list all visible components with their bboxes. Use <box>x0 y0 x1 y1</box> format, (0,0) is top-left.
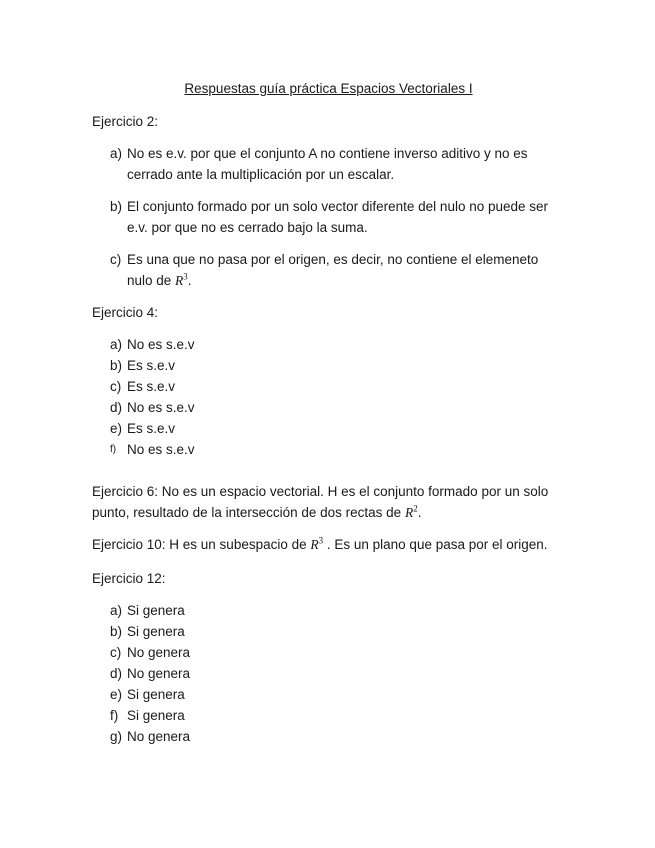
list-item-ej12-e <box>92 684 565 705</box>
list-marker: e) <box>110 421 123 436</box>
list-item-text: Es s.e.v <box>127 421 176 436</box>
math-symbol-r: R <box>404 505 414 520</box>
list-item-ej4-f <box>92 439 565 460</box>
list-item-text: No es s.e.v <box>127 400 195 415</box>
text-fragment: . Es un plano que pasa por el origen. <box>323 537 548 552</box>
list-item-ej4-e <box>92 418 565 439</box>
list-item-ej4-c <box>92 376 565 397</box>
list-item-text: Es s.e.v <box>127 358 176 373</box>
list-item-text: Si genera <box>127 624 185 639</box>
list-item-text: No es s.e.v <box>127 442 195 457</box>
text-fragment: Ejercicio 10: H es un subespacio de <box>92 537 311 552</box>
math-superscript: 2 <box>413 503 418 514</box>
list-item-ej2-a <box>92 143 565 185</box>
list-item-text-line: No es e.v. por que el conjunto A no contiene inverso aditivo y no es <box>127 146 528 161</box>
list-item-text: No genera <box>127 666 191 681</box>
list-marker-small: f) <box>110 444 117 455</box>
list-marker: d) <box>110 666 123 681</box>
list-marker: b) <box>110 199 123 214</box>
list-marker: c) <box>110 379 122 394</box>
ej4-list <box>92 334 565 460</box>
list-marker: a) <box>110 603 123 618</box>
paragraph-line <box>92 534 565 555</box>
list-marker: d) <box>110 400 123 415</box>
list-item-ej12-b <box>92 621 565 642</box>
ej2-heading: Ejercicio 2: <box>92 114 159 129</box>
list-marker: b) <box>110 358 123 373</box>
list-item-text-line: cerrado ante la multiplicación por un escalar. <box>127 167 395 182</box>
list-item-text: No es s.e.v <box>127 337 195 352</box>
math-superscript: 3 <box>318 535 324 546</box>
list-item-text-line: e.v. por que no es cerrado bajo la suma. <box>127 220 368 235</box>
math-symbol-r: R <box>310 537 319 552</box>
ej4-heading: Ejercicio 4: <box>92 305 159 320</box>
list-marker: g) <box>110 729 123 744</box>
ej2-list <box>92 143 565 291</box>
list-item-ej12-d <box>92 663 565 684</box>
list-item-text: No genera <box>127 645 191 660</box>
paragraph-line: Ejercicio 6: No es un espacio vectorial. H es el conjunto formado por un solo <box>92 484 549 499</box>
list-item-ej4-d <box>92 397 565 418</box>
ej12-list <box>92 600 565 747</box>
math-symbol-r: R <box>175 273 184 288</box>
list-item-text: Es s.e.v <box>127 379 176 394</box>
list-item-ej12-a <box>92 600 565 621</box>
math-superscript: 3 <box>183 271 188 282</box>
list-marker: a) <box>110 337 123 352</box>
list-item-ej4-a <box>92 334 565 355</box>
ej10-paragraph <box>92 534 565 555</box>
ej12-heading: Ejercicio 12: <box>92 571 166 586</box>
text-fragment: . <box>187 273 192 288</box>
list-item-text-line: El conjunto formado por un solo vector diferente del nulo no puede ser <box>127 199 549 214</box>
list-item-ej4-b <box>92 355 565 376</box>
ej6-paragraph <box>92 481 565 523</box>
list-marker: a) <box>110 146 123 161</box>
list-item-ej2-b <box>92 196 565 238</box>
list-marker: b) <box>110 624 123 639</box>
list-item-ej2-c <box>92 249 565 291</box>
list-item-text: Si genera <box>127 687 185 702</box>
text-fragment: . <box>417 505 422 520</box>
list-item-text-line: Es una que no pasa por el origen, es decir, no contiene el elemeneto <box>127 252 539 267</box>
list-marker: c) <box>110 252 122 267</box>
list-item-text: No genera <box>127 729 191 744</box>
document-title: Respuestas guía práctica Espacios Vectoriales I <box>184 81 473 96</box>
list-item-text-line <box>127 270 565 291</box>
list-item-ej12-f <box>92 705 565 726</box>
list-item-ej12-g <box>92 726 565 747</box>
paragraph-line <box>92 502 565 523</box>
list-marker: c) <box>110 645 122 660</box>
list-item-text: Si genera <box>127 708 185 723</box>
list-item-text: Si genera <box>127 603 185 618</box>
list-item-ej12-c <box>92 642 565 663</box>
text-fragment: punto, resultado de la intersección de dos rectas de <box>92 505 405 520</box>
list-marker: f) <box>110 708 119 723</box>
text-fragment: nulo de <box>127 273 176 288</box>
list-marker: e) <box>110 687 123 702</box>
